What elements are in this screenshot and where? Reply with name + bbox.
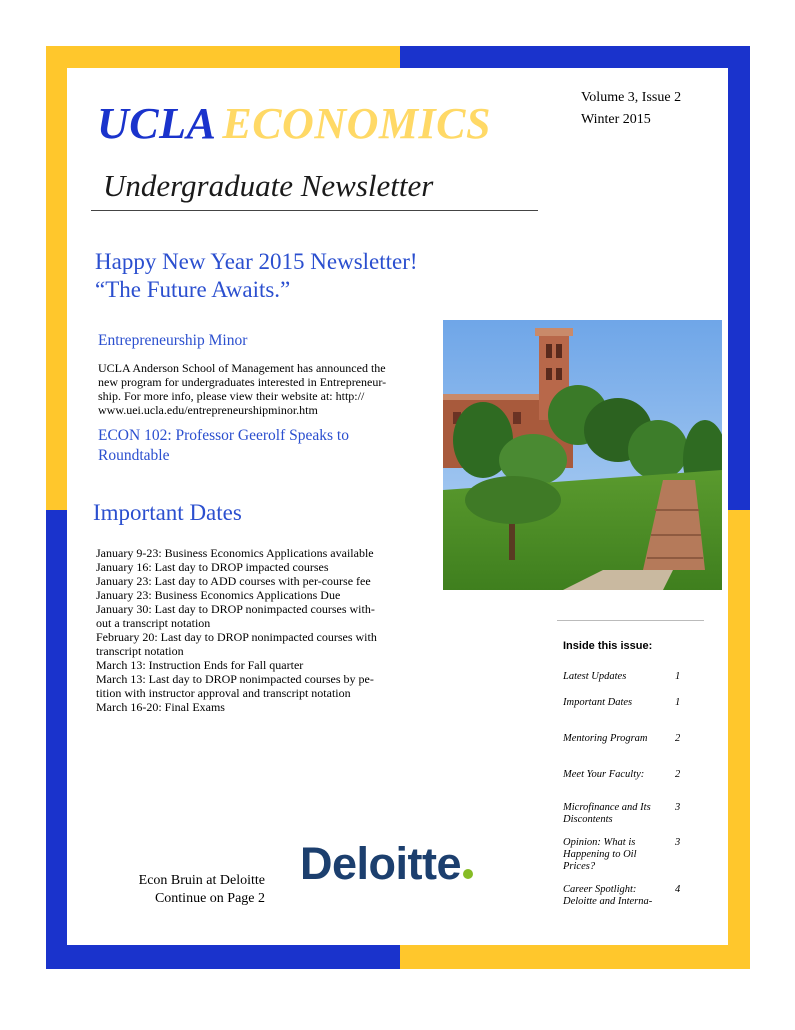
date-line: transcript notation (96, 644, 184, 658)
toc-item-title: Career Spotlight: Deloitte and Interna- (563, 884, 653, 907)
frame-left-blue (46, 510, 67, 969)
econ102-line-1: ECON 102: Professor Geerolf Speaks to (98, 427, 349, 444)
toc-item-page: 3 (675, 837, 681, 848)
date-line: out a transcript notation (96, 616, 211, 630)
frame-bottom-blue (46, 945, 400, 969)
toc-item-title: Important Dates (563, 697, 633, 708)
masthead-ucla: UCLA (97, 99, 217, 148)
frame-top-blue (400, 46, 750, 68)
frame-left-gold (46, 68, 67, 510)
entrepreneurship-title: Entrepreneurship Minor (98, 332, 248, 349)
date-line: March 16-20: Final Exams (96, 700, 225, 714)
volume-issue: Volume 3, Issue 2 (581, 90, 682, 105)
deloitte-caption (87, 872, 265, 908)
toc-item-title: Latest Updates (563, 671, 627, 682)
deloitte-name: Deloitte (300, 838, 462, 889)
toc-item-page: 3 (675, 802, 681, 813)
newsletter-page (67, 68, 728, 945)
date-line: January 23: Business Economics Applications Due (96, 588, 341, 602)
sidebar-rule (557, 620, 704, 621)
inside-issue-title: Inside this issue: (563, 640, 653, 652)
econ102-title (98, 426, 349, 466)
issue-info (581, 87, 681, 131)
date-line: March 13: Instruction Ends for Fall quarter (96, 658, 304, 672)
deloitte-dot-icon (463, 869, 473, 879)
toc-item-title: Microfinance and Its Discontents (563, 802, 651, 825)
date-line: January 9-23: Business Economics Applications available (96, 546, 374, 560)
season: Winter 2015 (581, 112, 651, 127)
newsletter-subtitle: Undergraduate Newsletter (103, 168, 434, 203)
text-line: www.uei.ucla.edu/entrepreneurshipminor.htm (98, 403, 318, 417)
entrepreneurship-body (98, 361, 386, 417)
headline-line-1: Happy New Year 2015 Newsletter! (95, 249, 418, 274)
toc-item-page: 4 (675, 884, 681, 895)
deloitte-wordmark (300, 838, 473, 890)
masthead-rule (91, 210, 538, 211)
frame-right-blue (728, 68, 750, 510)
masthead-title (97, 98, 491, 149)
frame-bottom-gold (400, 945, 750, 969)
campus-photo (443, 320, 722, 590)
date-line: March 13: Last day to DROP nonimpacted courses by pe- (96, 672, 374, 686)
caption-line-1: Econ Bruin at Deloitte (138, 873, 265, 888)
important-dates-list (96, 546, 377, 714)
toc-item-page: 1 (675, 671, 681, 682)
econ102-line-2: Roundtable (98, 447, 170, 464)
frame-right-gold (728, 510, 750, 945)
date-line: February 20: Last day to DROP nonimpacted courses with (96, 630, 377, 644)
main-headline (95, 248, 418, 304)
text-line: ship. For more info, please view their website at: http:// (98, 389, 365, 403)
toc-item-title: Meet Your Faculty: (563, 769, 645, 780)
toc-item-page: 2 (675, 769, 681, 780)
frame-top-gold (46, 46, 400, 68)
deloitte-logo (270, 811, 553, 931)
text-line: new program for undergraduates interested in Entrepreneur- (98, 375, 387, 389)
toc-item-title: Opinion: What is Happening to Oil Prices? (563, 837, 637, 872)
date-line: January 30: Last day to DROP nonimpacted courses with- (96, 602, 375, 616)
headline-line-2: “The Future Awaits.” (95, 277, 291, 302)
date-line: January 16: Last day to DROP impacted courses (96, 560, 329, 574)
text-line: UCLA Anderson School of Management has announced the (98, 361, 386, 375)
masthead-economics: ECONOMICS (222, 99, 491, 148)
important-dates-title: Important Dates (93, 500, 242, 525)
toc-item-page: 1 (675, 697, 681, 708)
date-line: January 23: Last day to ADD courses with per-course fee (96, 574, 371, 588)
date-line: tition with instructor approval and transcript notation (96, 686, 351, 700)
toc-item-page: 2 (675, 733, 681, 744)
toc-item-title: Mentoring Program (563, 733, 648, 744)
caption-line-2: Continue on Page 2 (154, 891, 265, 906)
